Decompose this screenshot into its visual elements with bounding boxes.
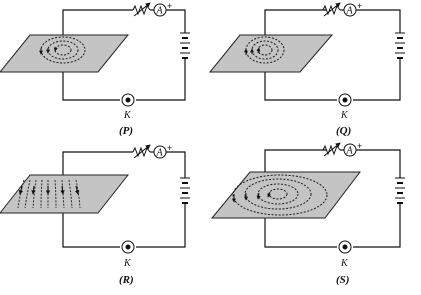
ammeter bbox=[154, 4, 166, 17]
ammeter-plus-sign: + bbox=[357, 141, 363, 151]
plug-key bbox=[122, 241, 134, 253]
key-label: K bbox=[124, 110, 131, 121]
battery bbox=[180, 33, 190, 58]
battery bbox=[395, 178, 405, 203]
panel-caption: (Q) bbox=[336, 125, 352, 137]
ammeter-plus-sign: + bbox=[357, 1, 363, 11]
ammeter bbox=[344, 144, 356, 157]
ammeter-label: A bbox=[156, 5, 163, 17]
ammeter-label: A bbox=[346, 5, 353, 17]
plug-key bbox=[122, 94, 134, 106]
rheostat bbox=[323, 3, 344, 16]
battery bbox=[395, 33, 405, 58]
ammeter bbox=[344, 4, 356, 17]
ammeter-plus-sign: + bbox=[167, 1, 173, 11]
card-plane bbox=[210, 35, 332, 72]
rheostat bbox=[133, 3, 154, 16]
ammeter bbox=[154, 146, 166, 159]
panel-r bbox=[0, 143, 190, 286]
plug-key bbox=[339, 94, 351, 106]
key-label: K bbox=[341, 258, 348, 269]
key-label: K bbox=[124, 258, 131, 269]
panel-caption: (S) bbox=[336, 274, 350, 286]
panel-s bbox=[212, 141, 405, 286]
ammeter-label: A bbox=[346, 145, 353, 157]
panel-p bbox=[0, 1, 190, 137]
key-label: K bbox=[341, 110, 348, 121]
panel-q bbox=[210, 1, 405, 137]
panel-caption: (R) bbox=[119, 274, 134, 286]
plug-key bbox=[339, 241, 351, 253]
battery bbox=[180, 178, 190, 203]
rheostat bbox=[323, 143, 344, 156]
ammeter-plus-sign: + bbox=[167, 143, 173, 153]
ammeter-label: A bbox=[156, 147, 163, 159]
panel-caption: (P) bbox=[119, 125, 134, 137]
rheostat bbox=[133, 145, 154, 158]
